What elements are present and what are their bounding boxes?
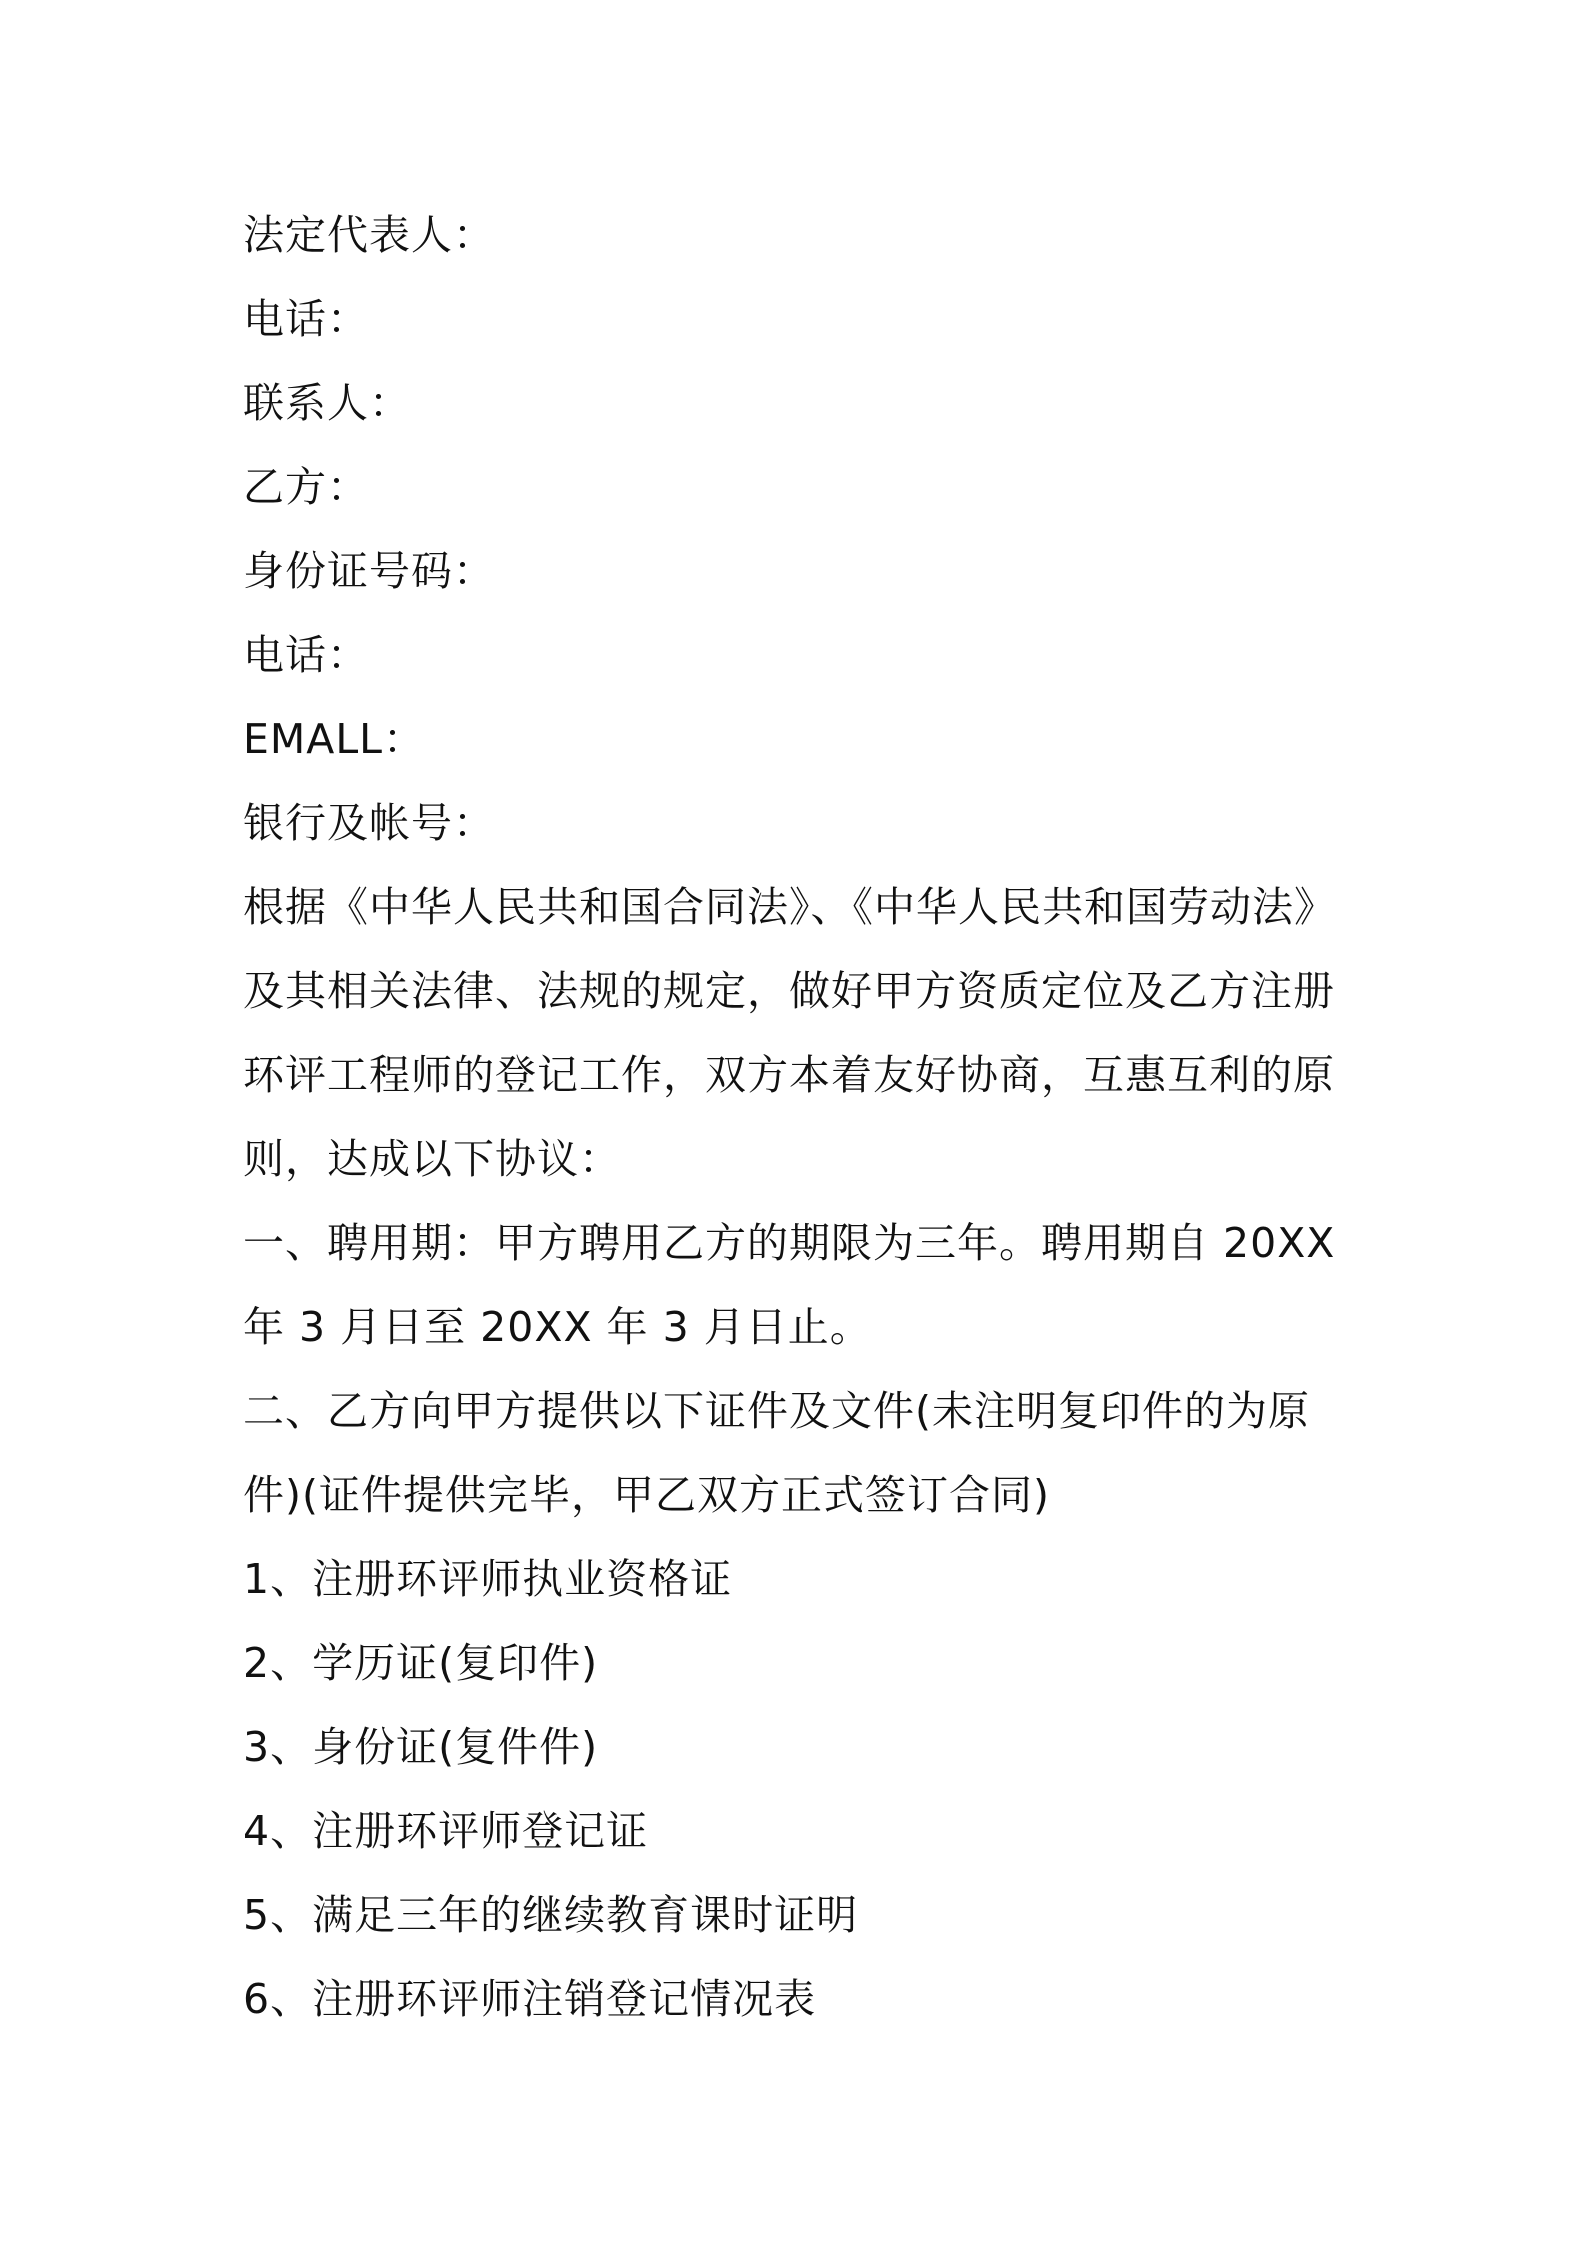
intro-paragraph: 根据《中华人民共和国合同法》、《中华人民共和国劳动法》及其相关法律、法规的规定，做好甲方资质定位及乙方注册环评工程师的登记工作，双方本着友好协商，互惠互利的原则，达成以下协议： — [243, 883, 1336, 1183]
field-email: EMALL： — [243, 715, 426, 763]
field-contact-person: 联系人： — [243, 379, 411, 427]
clause-employment-period: 一、聘用期：甲方聘用乙方的期限为三年。聘用期自 20XX 年 3 月日至 20XX 年 3 月日止。 — [243, 1219, 1336, 1351]
field-id-number: 身份证号码： — [243, 547, 495, 595]
document-body — [243, 193, 1363, 2041]
clause-documents-provided: 二、乙方向甲方提供以下证件及文件(未注明复印件的为原件)(证件提供完毕，甲乙双方正式签订合同) — [243, 1387, 1310, 1519]
list-item: 1、注册环评师执业资格证 — [243, 1555, 733, 1603]
field-phone-party-b: 电话： — [243, 631, 369, 679]
list-item: 6、注册环评师注销登记情况表 — [243, 1975, 817, 2023]
field-phone-party-a: 电话： — [243, 295, 369, 343]
field-party-b: 乙方： — [243, 463, 369, 511]
list-item: 5、满足三年的继续教育课时证明 — [243, 1891, 859, 1939]
list-item: 3、身份证(复件件) — [243, 1723, 599, 1771]
list-item: 2、学历证(复印件) — [243, 1639, 599, 1687]
list-item: 4、注册环评师登记证 — [243, 1807, 649, 1855]
field-bank-account: 银行及帐号： — [243, 799, 495, 847]
field-legal-representative: 法定代表人： — [243, 211, 495, 259]
